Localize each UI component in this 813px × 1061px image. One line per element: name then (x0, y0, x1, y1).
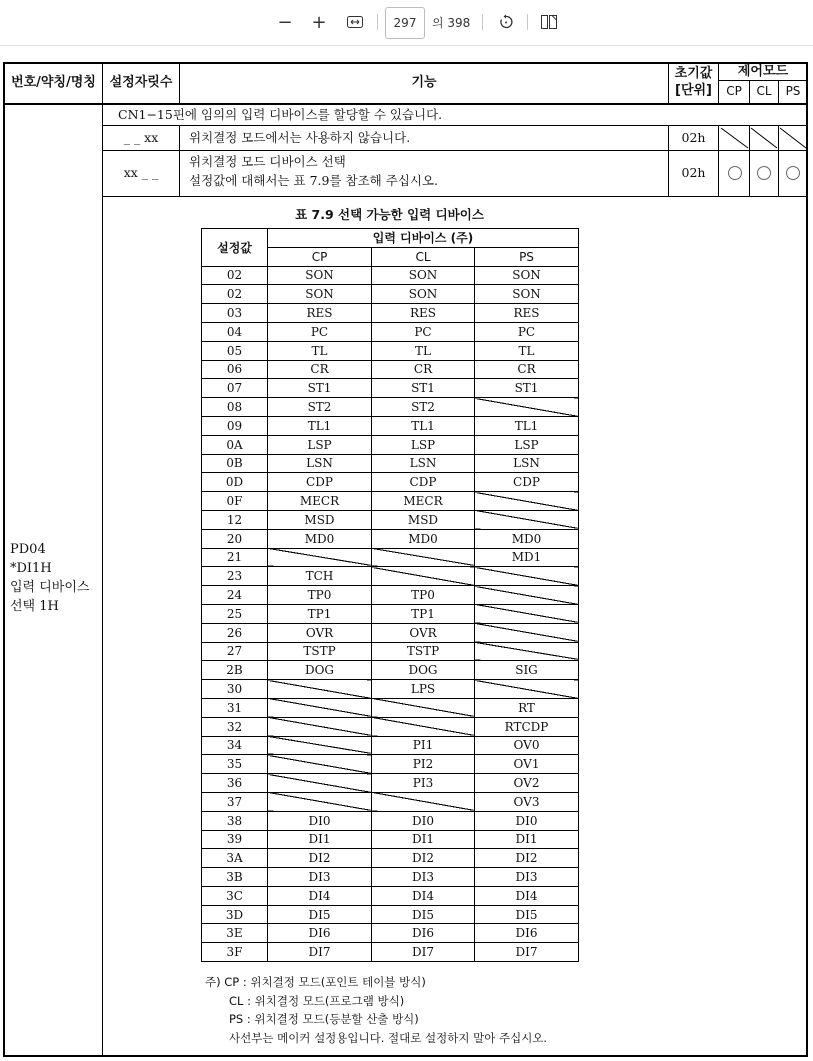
t79-cell-setting: 0D (202, 473, 268, 492)
t79-cell-setting: 35 (202, 755, 268, 774)
rotate-button[interactable] (492, 8, 520, 36)
t79-cell-ps (475, 642, 579, 661)
table-row (202, 567, 579, 586)
table-row (202, 886, 579, 905)
page-view-icon (541, 15, 557, 29)
t79-cell-setting: 09 (202, 416, 268, 435)
t79-cell-ps: OV2 (475, 774, 579, 793)
header-digit: 설정자릿수 (109, 75, 173, 90)
t79-header-cp: CP (268, 247, 372, 266)
table-row (202, 604, 579, 623)
t79-cell-cp (268, 736, 372, 755)
digit-low-desc: 위치결정 모드에서는 사용하지 않습니다. (189, 130, 411, 145)
t79-cell-cl: DI0 (372, 811, 475, 830)
t79-cell-cp: ST1 (268, 379, 372, 398)
digit-high-desc-2: 설정값에 대해서는 표 7.9를 참조해 주십시오. (189, 173, 438, 188)
t79-cell-cp: OVR (268, 623, 372, 642)
t79-cell-ps: OV3 (475, 792, 579, 811)
t79-cell-cp: DI3 (268, 868, 372, 887)
param-number: PD04 (10, 542, 46, 557)
t79-cell-cl: ST2 (372, 398, 475, 417)
table-row (202, 755, 579, 774)
t79-cell-cp: CDP (268, 473, 372, 492)
rotate-icon (498, 14, 514, 30)
t79-header-device: 입력 디바이스 (주) (268, 229, 579, 248)
t79-cell-setting: 08 (202, 398, 268, 417)
digit-high-desc-1: 위치결정 모드 디바이스 선택 (189, 154, 346, 169)
header-mode-cl: CL (756, 84, 772, 98)
fit-width-button[interactable] (341, 8, 369, 36)
digit-high-initial: 02h (681, 165, 706, 180)
header-param: 번호/약칭/명칭 (11, 75, 96, 90)
t79-cell-setting: 0B (202, 454, 268, 473)
t79-cell-cl: TP0 (372, 586, 475, 605)
t79-cell-setting: 34 (202, 736, 268, 755)
t79-cell-cl: PI2 (372, 755, 475, 774)
t79-cell-ps: PC (475, 322, 579, 341)
t79-cell-ps: DI0 (475, 811, 579, 830)
t79-cell-cl (372, 567, 475, 586)
table-row (202, 435, 579, 454)
t79-cell-ps (475, 680, 579, 699)
t79-cell-ps: MD0 (475, 529, 579, 548)
t79-cell-cl: DI3 (372, 868, 475, 887)
t79-cell-ps (475, 567, 579, 586)
t79-cell-setting: 06 (202, 360, 268, 379)
t79-cell-cp: MECR (268, 492, 372, 511)
t79-cell-cp (268, 548, 372, 567)
t79-cell-ps: LSP (475, 435, 579, 454)
t79-cell-ps (475, 398, 579, 417)
t79-cell-setting: 21 (202, 548, 268, 567)
t79-cell-cl: PI3 (372, 774, 475, 793)
digit-high: xx _ _ (123, 165, 159, 180)
header-function: 기능 (411, 75, 437, 90)
t79-cell-cl (372, 548, 475, 567)
t79-cell-setting: 04 (202, 322, 268, 341)
t79-cell-setting: 23 (202, 567, 268, 586)
t79-cell-setting: 30 (202, 680, 268, 699)
row1-mode-hatch (719, 126, 807, 150)
table-row (202, 642, 579, 661)
t79-cell-setting: 02 (202, 266, 268, 285)
t79-cell-cl: PI1 (372, 736, 475, 755)
t79-cell-cl: LSN (372, 454, 475, 473)
t79-cell-setting: 25 (202, 604, 268, 623)
t79-cell-cp: DI7 (268, 943, 372, 962)
note-cl: CL : 위치결정 모드(프로그램 방식) (229, 993, 405, 1008)
table-row (202, 774, 579, 793)
t79-cell-cl: DI6 (372, 924, 475, 943)
t79-cell-cl: LPS (372, 680, 475, 699)
t79-cell-setting: 2B (202, 661, 268, 680)
t79-cell-setting: 07 (202, 379, 268, 398)
table-row (202, 943, 579, 962)
table-row (202, 849, 579, 868)
mode-cp-circle-icon (728, 166, 742, 180)
table-row (202, 454, 579, 473)
t79-cell-ps: SIG (475, 661, 579, 680)
t79-cell-setting: 12 (202, 510, 268, 529)
table-row (202, 924, 579, 943)
zoom-out-button[interactable]: − (277, 11, 293, 33)
t79-cell-cl: TL1 (372, 416, 475, 435)
t79-cell-ps (475, 623, 579, 642)
t79-cell-cp: SON (268, 266, 372, 285)
document-page (0, 45, 813, 1061)
t79-cell-cp (268, 755, 372, 774)
t79-cell-setting: 38 (202, 811, 268, 830)
t79-cell-ps: CR (475, 360, 579, 379)
digit-low: _ _ xx (123, 130, 159, 145)
t79-cell-cp: DI2 (268, 849, 372, 868)
t79-cell-cp: TL (268, 341, 372, 360)
t79-cell-cp: TP0 (268, 586, 372, 605)
table-7-9 (201, 228, 579, 962)
table-notes (205, 973, 547, 1047)
t79-cell-cl: TP1 (372, 604, 475, 623)
t79-cell-cp: TP1 (268, 604, 372, 623)
t79-cell-cl: CR (372, 360, 475, 379)
viewer-toolbar (0, 0, 813, 46)
param-name-2: 선택 1H (10, 599, 59, 614)
t79-cell-cp: MD0 (268, 529, 372, 548)
t79-cell-setting: 20 (202, 529, 268, 548)
table-row (202, 792, 579, 811)
table-row (202, 416, 579, 435)
t79-cell-ps (475, 604, 579, 623)
t79-cell-setting: 02 (202, 285, 268, 304)
t79-cell-cp: DI5 (268, 905, 372, 924)
header-mode-cp: CP (726, 84, 742, 98)
table-row (202, 623, 579, 642)
t79-cell-ps: LSN (475, 454, 579, 473)
t79-cell-cl: LSP (372, 435, 475, 454)
t79-cell-setting: 32 (202, 717, 268, 736)
t79-cell-ps: TL (475, 341, 579, 360)
table-row (202, 905, 579, 924)
t79-cell-cp: DI6 (268, 924, 372, 943)
page-view-button[interactable] (535, 8, 563, 36)
t79-cell-cl: DI1 (372, 830, 475, 849)
t79-cell-ps: TL1 (475, 416, 579, 435)
t79-cell-ps: DI3 (475, 868, 579, 887)
t79-cell-ps: DI7 (475, 943, 579, 962)
table-row (202, 811, 579, 830)
note-cp: 주) CP : 위치결정 모드(포인트 테이블 방식) (205, 975, 426, 989)
t79-cell-ps: DI1 (475, 830, 579, 849)
t79-cell-cp (268, 792, 372, 811)
header-control-mode: 제어모드 (737, 64, 789, 79)
t79-cell-setting: 39 (202, 830, 268, 849)
table-row (202, 473, 579, 492)
t79-cell-ps: OV1 (475, 755, 579, 774)
t79-header-setting: 설정값 (202, 229, 268, 267)
param-abbrev: *DI1H (10, 561, 52, 576)
t79-cell-cp: CR (268, 360, 372, 379)
t79-cell-ps: ST1 (475, 379, 579, 398)
table-row (202, 341, 579, 360)
t79-cell-ps: DI5 (475, 905, 579, 924)
t79-cell-cl: RES (372, 304, 475, 323)
table-row (202, 717, 579, 736)
table-row (202, 736, 579, 755)
t79-cell-cp: TCH (268, 567, 372, 586)
t79-cell-setting: 05 (202, 341, 268, 360)
table-row (202, 360, 579, 379)
table-row (202, 285, 579, 304)
t79-cell-ps: DI2 (475, 849, 579, 868)
t79-cell-cl: DI5 (372, 905, 475, 924)
table-row (202, 698, 579, 717)
mode-ps-circle-icon (786, 166, 800, 180)
digit-low-initial: 02h (681, 130, 706, 145)
t79-cell-cl: DI2 (372, 849, 475, 868)
t79-cell-setting: 3A (202, 849, 268, 868)
table-row (202, 304, 579, 323)
table-row (202, 492, 579, 511)
table-row (202, 379, 579, 398)
t79-cell-setting: 3E (202, 924, 268, 943)
t79-cell-cp: LSP (268, 435, 372, 454)
t79-cell-cp: RES (268, 304, 372, 323)
t79-cell-cp: TSTP (268, 642, 372, 661)
header-unit: [단위] (675, 83, 712, 98)
t79-cell-setting: 3D (202, 905, 268, 924)
note-hatch: 사선부는 메이커 설정용입니다. 절대로 설정하지 말아 주십시오. (229, 1030, 548, 1045)
table-7-9-title: 표 7.9 선택 가능한 입력 디바이스 (295, 207, 484, 222)
t79-cell-cl: MECR (372, 492, 475, 511)
table-row (202, 510, 579, 529)
fit-width-icon (347, 16, 363, 28)
t79-cell-ps: DI6 (475, 924, 579, 943)
t79-cell-setting: 31 (202, 698, 268, 717)
table-row (202, 398, 579, 417)
table-row (202, 529, 579, 548)
t79-cell-cp: SON (268, 285, 372, 304)
table-row (202, 266, 579, 285)
table-row (202, 548, 579, 567)
t79-cell-ps (475, 510, 579, 529)
t79-cell-cl: ST1 (372, 379, 475, 398)
zoom-in-button[interactable]: + (311, 11, 327, 33)
t79-cell-cl: DI4 (372, 886, 475, 905)
t79-cell-cp: DI4 (268, 886, 372, 905)
t79-cell-ps: RT (475, 698, 579, 717)
t79-cell-setting: 3C (202, 886, 268, 905)
t79-cell-setting: 0F (202, 492, 268, 511)
mode-cl-circle-icon (757, 166, 771, 180)
t79-cell-cp: DI1 (268, 830, 372, 849)
table-row (202, 322, 579, 341)
t79-cell-cl: MSD (372, 510, 475, 529)
t79-cell-ps: SON (475, 266, 579, 285)
t79-cell-cl (372, 717, 475, 736)
t79-cell-cl: TL (372, 341, 475, 360)
t79-cell-cp: DOG (268, 661, 372, 680)
t79-cell-cl: PC (372, 322, 475, 341)
t79-cell-ps (475, 586, 579, 605)
t79-cell-cl: OVR (372, 623, 475, 642)
t79-cell-cp: PC (268, 322, 372, 341)
t79-header-cl: CL (372, 247, 475, 266)
t79-cell-ps: SON (475, 285, 579, 304)
t79-cell-setting: 3F (202, 943, 268, 962)
t79-cell-cp: MSD (268, 510, 372, 529)
t79-cell-cp (268, 717, 372, 736)
t79-cell-ps: MD1 (475, 548, 579, 567)
t79-cell-ps: RES (475, 304, 579, 323)
table-row (202, 661, 579, 680)
param-name-1: 입력 디바이스 (10, 580, 90, 595)
page-total-label: 의 398 (432, 15, 471, 30)
t79-cell-setting: 27 (202, 642, 268, 661)
table-row (202, 680, 579, 699)
t79-cell-cl (372, 698, 475, 717)
t79-cell-cp (268, 680, 372, 699)
t79-cell-cl: DI7 (372, 943, 475, 962)
t79-cell-cp: DI0 (268, 811, 372, 830)
t79-cell-cl: SON (372, 266, 475, 285)
t79-cell-cp (268, 774, 372, 793)
t79-cell-ps: RTCDP (475, 717, 579, 736)
page-number-input[interactable]: 297 (385, 7, 425, 39)
t79-cell-setting: 0A (202, 435, 268, 454)
t79-header-ps: PS (475, 247, 579, 266)
table-row (202, 868, 579, 887)
t79-cell-setting: 24 (202, 586, 268, 605)
t79-cell-setting: 3B (202, 868, 268, 887)
t79-cell-cl: MD0 (372, 529, 475, 548)
t79-cell-setting: 03 (202, 304, 268, 323)
t79-cell-cp: ST2 (268, 398, 372, 417)
t79-cell-cl: CDP (372, 473, 475, 492)
t79-cell-cp: LSN (268, 454, 372, 473)
t79-cell-ps: DI4 (475, 886, 579, 905)
t79-cell-cp (268, 698, 372, 717)
table-row (202, 586, 579, 605)
t79-cell-setting: 36 (202, 774, 268, 793)
t79-cell-setting: 26 (202, 623, 268, 642)
t79-cell-ps (475, 492, 579, 511)
header-initial: 초기값 (674, 66, 713, 81)
t79-cell-cl: TSTP (372, 642, 475, 661)
t79-cell-ps: OV0 (475, 736, 579, 755)
t79-cell-cl (372, 792, 475, 811)
t79-cell-cl: SON (372, 285, 475, 304)
t79-cell-setting: 37 (202, 792, 268, 811)
t79-cell-cp: TL1 (268, 416, 372, 435)
t79-cell-cl: DOG (372, 661, 475, 680)
intro-text: CN1−15핀에 임의의 입력 디바이스를 할당할 수 있습니다. (118, 107, 443, 122)
table-row (202, 830, 579, 849)
t79-cell-ps: CDP (475, 473, 579, 492)
note-ps: PS : 위치결정 모드(등분할 산출 방식) (229, 1012, 419, 1026)
header-mode-ps: PS (785, 84, 801, 98)
